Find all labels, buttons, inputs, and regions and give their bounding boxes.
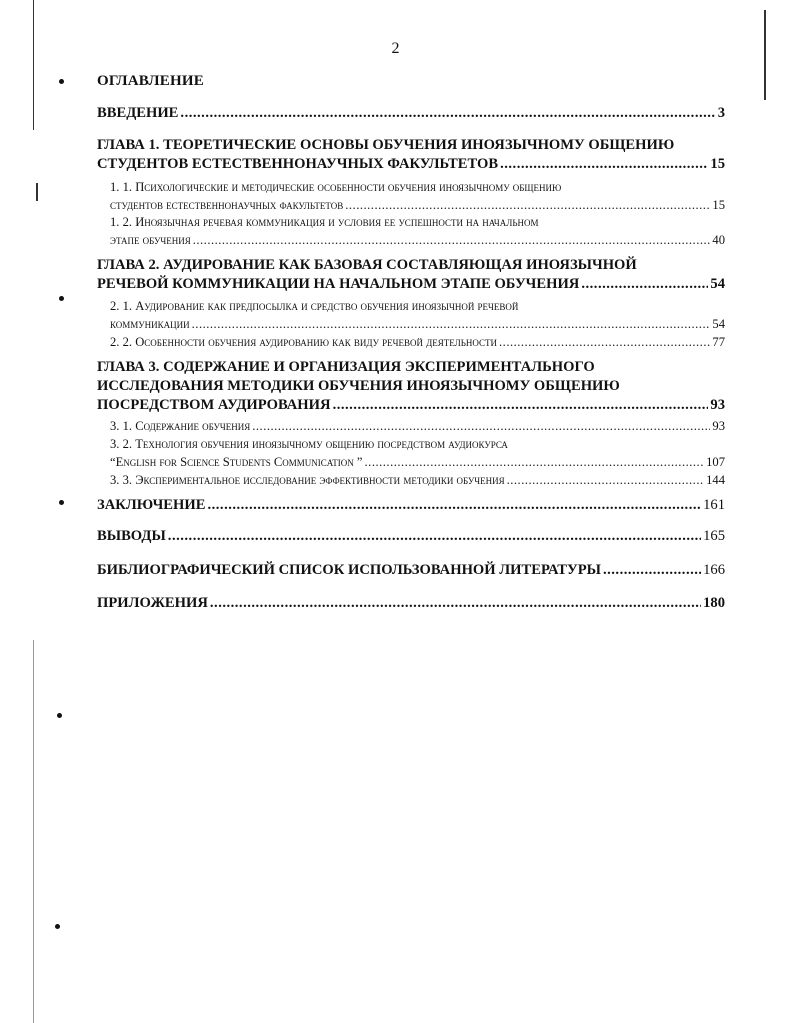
entry-title-line: 1. 2. Иноязычная речевая коммуникация и условия ее успешности на начальном <box>110 215 539 229</box>
entry-page: 165 <box>703 528 725 544</box>
toc-entry-introduction[interactable] <box>97 104 725 123</box>
entry-title-line: этапе обучения <box>110 232 191 247</box>
entry-title: ВВЕДЕНИЕ <box>97 105 179 121</box>
dot-leader <box>603 561 701 580</box>
entry-page: 77 <box>712 335 725 349</box>
scan-edge-line <box>33 640 34 1023</box>
toc-entry-section-3-3[interactable] <box>110 472 725 490</box>
entry-page: 3 <box>717 105 725 121</box>
entry-title: БИБЛИОГРАФИЧЕСКИЙ СПИСОК ИСПОЛЬЗОВАННОЙ ЛИТЕРАТУРЫ <box>97 562 601 578</box>
entry-page: 107 <box>706 454 725 469</box>
dot-leader <box>581 275 708 294</box>
entry-title-line: ГЛАВА 3. СОДЕРЖАНИЕ И ОРГАНИЗАЦИЯ ЭКСПЕРИМЕНТАЛЬНОГО <box>97 359 595 375</box>
dot-leader <box>365 454 705 472</box>
entry-title-line: “English for Science Students Communication ” <box>110 454 363 469</box>
entry-title-line: СТУДЕНТОВ ЕСТЕСТВЕННОНАУЧНЫХ ФАКУЛЬТЕТОВ <box>97 156 499 172</box>
dot-leader <box>500 155 708 174</box>
toc-entry-section-1-2[interactable] <box>110 214 725 249</box>
entry-page: 161 <box>703 497 725 513</box>
entry-title: ПРИЛОЖЕНИЯ <box>97 595 208 611</box>
dot-leader <box>345 197 710 215</box>
entry-page: 166 <box>703 562 725 578</box>
entry-page: 15 <box>710 156 725 172</box>
dot-leader <box>180 104 715 123</box>
entry-title-line: 2. 2. Особенности обучения аудированию как виду речевой деятельности <box>110 335 498 349</box>
entry-page: 54 <box>712 316 725 331</box>
dot-leader <box>168 527 701 546</box>
scan-edge-line <box>764 10 766 100</box>
dot-leader <box>210 594 701 613</box>
scan-dot <box>59 296 64 301</box>
entry-title-line: 3. 3. Экспериментальное исследование эффективности методики обучения <box>110 473 505 487</box>
dot-leader <box>252 418 710 436</box>
entry-page: 40 <box>712 232 725 247</box>
dot-leader <box>333 396 709 415</box>
entry-title: ЗАКЛЮЧЕНИЕ <box>97 497 206 513</box>
entry-title-line: ИССЛЕДОВАНИЯ МЕТОДИКИ ОБУЧЕНИЯ ИНОЯЗЫЧНОМУ ОБЩЕНИЮ <box>97 378 620 394</box>
toc-entry-chapter-3[interactable] <box>97 358 725 415</box>
toc-entry-findings[interactable] <box>97 527 725 546</box>
dot-leader <box>192 316 711 334</box>
toc-entry-section-1-1[interactable] <box>110 179 725 214</box>
entry-page: 15 <box>712 197 725 212</box>
toc-entry-appendices[interactable] <box>97 594 725 613</box>
entry-title-line: 3. 1. Содержание обучения <box>110 419 251 433</box>
scan-dot <box>57 713 62 718</box>
toc-entry-section-2-1[interactable] <box>110 298 725 333</box>
scan-edge-line <box>33 0 34 130</box>
entry-title-line: ПОСРЕДСТВОМ АУДИРОВАНИЯ <box>97 397 331 413</box>
scan-dot <box>59 79 64 84</box>
entry-title-line: ГЛАВА 2. АУДИРОВАНИЕ КАК БАЗОВАЯ СОСТАВЛЯЮЩАЯ ИНОЯЗЫЧНОЙ <box>97 257 637 273</box>
toc-title: ОГЛАВЛЕНИЕ <box>97 73 204 89</box>
entry-page: 93 <box>712 419 725 433</box>
entry-title-line: 2. 1. Аудирование как предпосылка и средство обучения иноязычной речевой <box>110 299 519 313</box>
entry-title-line: коммуникации <box>110 316 190 331</box>
entry-page: 54 <box>710 276 725 292</box>
scan-dot <box>59 500 64 505</box>
toc-entry-bibliography[interactable] <box>97 561 725 580</box>
entry-title-line: 1. 1. Психологические и методические особенности обучения иноязычному общению <box>110 180 562 194</box>
scan-dot <box>55 924 60 929</box>
entry-title-line: РЕЧЕВОЙ КОММУНИКАЦИИ НА НАЧАЛЬНОМ ЭТАПЕ ОБУЧЕНИЯ <box>97 276 580 292</box>
page-number: 2 <box>391 40 400 57</box>
scan-edge-line <box>36 183 38 201</box>
entry-page: 93 <box>710 397 725 413</box>
toc-entry-section-3-1[interactable] <box>110 418 725 436</box>
entry-title-line: студентов естественнонаучных факультетов <box>110 197 344 212</box>
toc-entry-section-2-2[interactable] <box>110 334 725 352</box>
entry-page: 180 <box>703 595 725 611</box>
dot-leader <box>499 334 710 352</box>
toc-entry-conclusion[interactable] <box>97 496 725 515</box>
entry-page: 144 <box>706 473 725 487</box>
dot-leader <box>193 232 711 250</box>
entry-title-line: ГЛАВА 1. ТЕОРЕТИЧЕСКИЕ ОСНОВЫ ОБУЧЕНИЯ ИНОЯЗЫЧНОМУ ОБЩЕНИЮ <box>97 137 675 153</box>
toc-entry-chapter-1[interactable] <box>97 136 725 174</box>
dot-leader <box>507 472 705 490</box>
entry-title: ВЫВОДЫ <box>97 528 166 544</box>
dot-leader <box>207 496 701 515</box>
toc-entry-section-3-2[interactable] <box>110 436 725 471</box>
entry-title-line: 3. 2. Технология обучения иноязычному общению посредством аудиокурса <box>110 437 508 451</box>
toc-entry-chapter-2[interactable] <box>97 256 725 294</box>
